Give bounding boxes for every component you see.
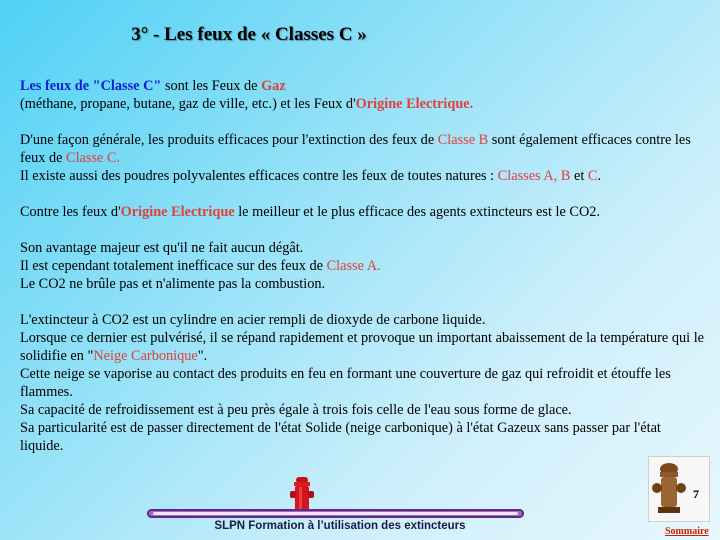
text: (méthane, propane, butane, gaz de ville, etc.) et les Feux d': [20, 96, 356, 112]
paragraph-produits: [20, 131, 706, 185]
paragraph-classes-c: [20, 77, 706, 113]
classe-c-highlight: Classe C.: [66, 150, 121, 166]
c-highlight: C: [587, 168, 598, 184]
text: ".: [197, 348, 208, 364]
text: sont les Feux de: [161, 78, 262, 94]
text: le meilleur et le plus efficace des agents extincteurs est le CO2.: [234, 204, 600, 220]
text: Il est cependant totalement inefficace sur des feux de: [20, 258, 327, 274]
gaz-highlight: Gaz: [261, 78, 286, 94]
classes-ab-highlight: Classes A, B: [497, 168, 571, 184]
text: Contre les feux d': [20, 204, 121, 220]
footer-bar: [147, 509, 524, 518]
text: Son avantage majeur est qu'il ne fait aucun dégât.: [20, 240, 304, 256]
text: D'une façon générale, les produits efficaces pour l'extinction des feux de: [20, 132, 438, 148]
text: Sa capacité de refroidissement est à peu près égale à trois fois celle de l'eau sous forme de glace.: [20, 402, 572, 418]
text: Sa particularité est de passer directement de l'état Solide (neige carbonique) à l'état Gazeux sans passer par l'état liquide.: [20, 420, 661, 454]
text: Lorsque ce dernier est pulvérisé, il se répand rapidement et provoque un important abaissement de la température qui le solidifie en ": [20, 330, 705, 364]
thumbnail: [648, 456, 710, 522]
page-title: 3° - Les feux de « Classes C »: [131, 24, 367, 45]
fire-hydrant-icon: [649, 457, 709, 521]
text: Il existe aussi des poudres polyvalentes efficaces contre les feux de toutes natures :: [20, 168, 498, 184]
paragraph-co2: [20, 203, 706, 221]
lead-classe-c: Les feux de "Classe C": [20, 78, 162, 94]
classe-b-highlight: Classe B: [437, 132, 489, 148]
text: et: [570, 168, 588, 184]
text: Le CO2 ne brûle pas et n'alimente pas la combustion.: [20, 276, 326, 292]
text: L'extincteur à CO2 est un cylindre en acier rempli de dioxyde de carbone liquide.: [20, 312, 486, 328]
text: .: [597, 168, 602, 184]
classe-a-highlight: Classe A.: [326, 258, 381, 274]
page-number: 7: [693, 487, 699, 501]
paragraph-extincteur: [20, 311, 706, 455]
footer-text: SLPN Formation à l’utilisation des extincteurs: [214, 520, 466, 532]
text: sont également efficaces contre les feux de: [20, 132, 691, 166]
paragraph-avantage: [20, 239, 706, 293]
origine-electrique-highlight: Origine Electrique: [120, 204, 235, 220]
main-content: [20, 77, 706, 455]
text: Cette neige se vaporise au contact des produits en feu en formant une couverture de gaz qui refroidit et étouffe les flammes.: [20, 366, 671, 400]
origine-electrique-highlight: Origine Electrique.: [355, 96, 474, 112]
neige-carbonique-highlight: Neige Carbonique: [93, 348, 198, 364]
sommaire-link[interactable]: Sommaire: [665, 526, 709, 537]
